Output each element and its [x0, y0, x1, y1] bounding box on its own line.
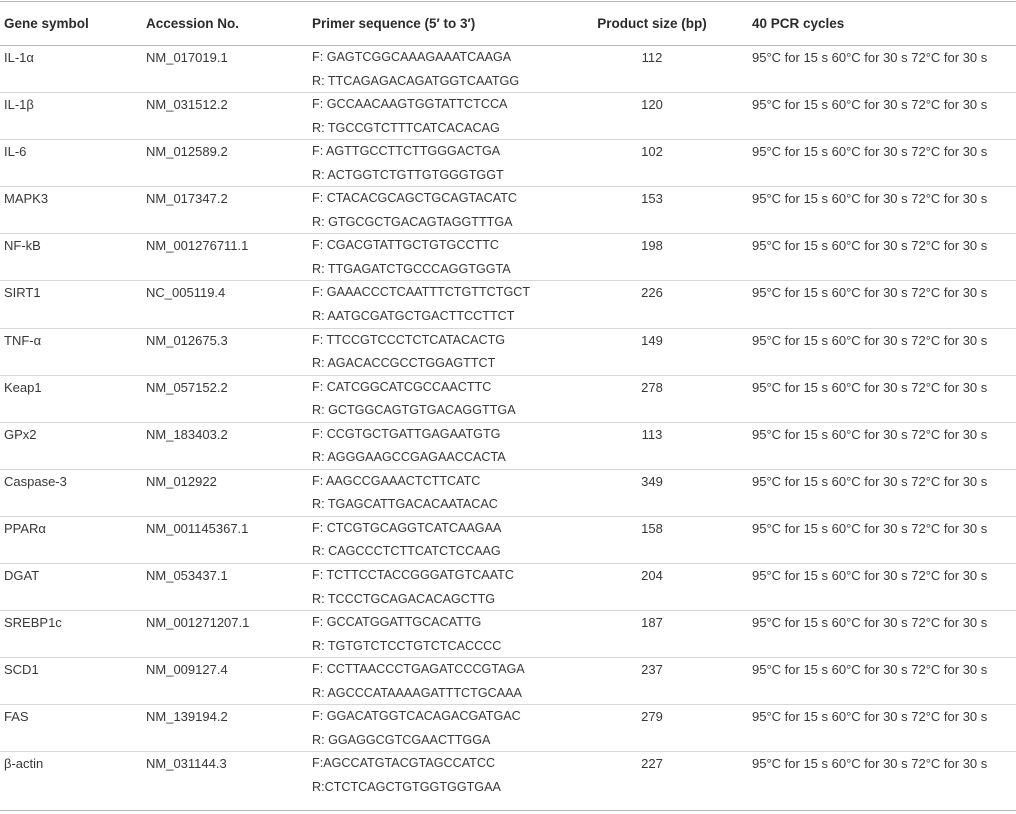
- gene-symbol-cell: SIRT1: [4, 285, 41, 301]
- reverse-primer: R: TGAGCATTGACACAATACAC: [312, 497, 498, 512]
- forward-primer: F: TTCCGTCCCTCTCATACACTG: [312, 332, 506, 347]
- accession-cell: NM_017019.1: [146, 50, 228, 65]
- primer-cell: [312, 376, 516, 423]
- table-row: [0, 140, 1016, 187]
- table-row: [0, 93, 1016, 140]
- primer-cell: [312, 752, 501, 799]
- accession-cell: NM_139194.2: [146, 709, 228, 725]
- accession-cell: NM_012922: [146, 473, 217, 489]
- primer-cell: [312, 329, 505, 376]
- primer-cell: [312, 658, 525, 705]
- accession-cell: NM_031512.2: [146, 97, 228, 113]
- gene-symbol-cell: SCD1: [4, 662, 39, 678]
- pcr-cycles-cell: 95°C for 15 s 60°C for 30 s 72°C for 30 s: [752, 379, 988, 395]
- pcr-cycles-cell: 95°C for 15 s 60°C for 30 s 72°C for 30 s: [752, 756, 988, 772]
- forward-primer: F: CTCGTGCAGGTCATCAAGAA: [312, 520, 502, 535]
- product-size-cell: 158: [641, 520, 663, 536]
- forward-primer: F: GCCATGGATTGCACATTG: [312, 615, 482, 630]
- header-product-size: Product size (bp): [597, 16, 707, 31]
- reverse-primer: R: TGCCGTCTTTCATCACACAG: [312, 120, 500, 135]
- accession-cell: NM_053437.1: [146, 568, 228, 584]
- header-primer-sequence: Primer sequence (5′ to 3′): [312, 16, 476, 31]
- pcr-cycles-cell: 95°C for 15 s 60°C for 30 s 72°C for 30 s: [752, 426, 988, 442]
- product-size-cell: 204: [641, 568, 663, 584]
- product-size-cell: 187: [641, 615, 663, 631]
- primer-cell: [312, 423, 506, 470]
- primer-cell: [312, 140, 504, 187]
- product-size-cell: 226: [641, 285, 663, 301]
- table-row: [0, 470, 1016, 517]
- gene-symbol-cell: IL-1α: [4, 50, 34, 65]
- pcr-cycles-cell: 95°C for 15 s 60°C for 30 s 72°C for 30 s: [752, 615, 988, 631]
- gene-symbol-cell: NF-kB: [4, 238, 41, 254]
- pcr-cycles-cell: 95°C for 15 s 60°C for 30 s 72°C for 30 s: [752, 191, 988, 207]
- table-row: [0, 187, 1016, 234]
- product-size-cell: 149: [641, 332, 663, 348]
- primer-cell: [312, 46, 519, 93]
- table-row: [0, 564, 1016, 611]
- gene-symbol-cell: MAPK3: [4, 191, 49, 207]
- table-row: [0, 752, 1016, 799]
- gene-symbol-cell: DGAT: [4, 568, 40, 584]
- pcr-cycles-cell: 95°C for 15 s 60°C for 30 s 72°C for 30 s: [752, 238, 988, 254]
- forward-primer: F: AGTTGCCTTCTTGGGACTGA: [312, 144, 501, 159]
- accession-cell: NM_183403.2: [146, 426, 228, 442]
- reverse-primer: R: CAGCCCTCTTCATCTCCAAG: [312, 544, 501, 559]
- header-pcr-cycles: 40 PCR cycles: [752, 16, 845, 31]
- forward-primer: F: GAGTCGGCAAAGAAATCAAGA: [312, 50, 512, 64]
- accession-cell: NC_005119.4: [146, 285, 226, 301]
- product-size-cell: 237: [641, 662, 663, 678]
- forward-primer: F: CTACACGCAGCTGCAGTACATC: [312, 191, 517, 206]
- product-size-cell: 279: [641, 709, 663, 725]
- pcr-cycles-cell: 95°C for 15 s 60°C for 30 s 72°C for 30 s: [752, 50, 988, 65]
- accession-cell: NM_001271207.1: [146, 615, 250, 631]
- pcr-cycles-cell: 95°C for 15 s 60°C for 30 s 72°C for 30 s: [752, 709, 988, 725]
- table-body: [0, 46, 1016, 800]
- reverse-primer: R: AGGGAAGCCGAGAACCACTA: [312, 450, 506, 465]
- primer-cell: [312, 517, 501, 564]
- product-size-cell: 349: [641, 473, 663, 489]
- reverse-primer: R: TTCAGAGACAGATGGTCAATGG: [312, 73, 520, 88]
- forward-primer: F: CATCGGCATCGCCAACTTC: [312, 379, 492, 394]
- reverse-primer: R: ACTGGTCTGTTGTGGGTGGT: [312, 167, 504, 182]
- forward-primer: F: GAAACCCTCAATTTCTGTTCTGCT: [312, 285, 531, 300]
- gene-symbol-cell: GPx2: [4, 426, 37, 442]
- forward-primer: F:AGCCATGTACGTAGCCATCC: [312, 756, 496, 771]
- table-bottom-rule: [0, 810, 1016, 811]
- forward-primer: F: CCGTGCTGATTGAGAATGTG: [312, 426, 501, 441]
- product-size-cell: 113: [641, 426, 663, 442]
- gene-symbol-cell: Keap1: [4, 379, 42, 395]
- gene-symbol-cell: SREBP1c: [4, 615, 62, 631]
- table-row: [0, 705, 1016, 752]
- primer-cell: [312, 187, 517, 234]
- table-row: [0, 611, 1016, 658]
- pcr-cycles-cell: 95°C for 15 s 60°C for 30 s 72°C for 30 s: [752, 473, 988, 489]
- pcr-cycles-cell: 95°C for 15 s 60°C for 30 s 72°C for 30 s: [752, 97, 988, 113]
- forward-primer: F: GGACATGGTCACAGACGATGAC: [312, 709, 521, 724]
- forward-primer: F: GCCAACAAGTGGTATTCTCCA: [312, 97, 508, 112]
- table-row: [0, 376, 1016, 423]
- pcr-cycles-cell: 95°C for 15 s 60°C for 30 s 72°C for 30 s: [752, 520, 988, 536]
- forward-primer: F: CGACGTATTGCTGTGCCTTC: [312, 238, 500, 253]
- product-size-cell: 198: [641, 238, 663, 254]
- pcr-cycles-cell: 95°C for 15 s 60°C for 30 s 72°C for 30 s: [752, 285, 988, 301]
- primer-cell: [312, 281, 530, 328]
- gene-symbol-cell: PPARα: [4, 520, 46, 536]
- primer-cell: [312, 470, 498, 517]
- table-row: [0, 46, 1016, 93]
- product-size-cell: 120: [641, 97, 663, 113]
- pcr-cycles-cell: 95°C for 15 s 60°C for 30 s 72°C for 30 s: [752, 568, 988, 584]
- reverse-primer: R: GTGCGCTGACAGTAGGTTTGA: [312, 214, 513, 229]
- table-row: [0, 517, 1016, 564]
- product-size-cell: 112: [641, 50, 663, 65]
- primer-cell: [312, 611, 501, 658]
- table-row: [0, 658, 1016, 705]
- primer-cell: [312, 564, 514, 611]
- primer-cell: [312, 93, 507, 140]
- gene-symbol-cell: Caspase-3: [4, 473, 67, 489]
- reverse-primer: R: TGTGTCTCCTGTCTCACCCC: [312, 638, 502, 653]
- table-row: [0, 281, 1016, 328]
- accession-cell: NM_001276711.1: [146, 238, 249, 254]
- forward-primer: F: TCTTCCTACCGGGATGTCAATC: [312, 568, 514, 583]
- pcr-cycles-cell: 95°C for 15 s 60°C for 30 s 72°C for 30 s: [752, 662, 988, 678]
- accession-cell: NM_012675.3: [146, 332, 228, 348]
- reverse-primer: R: AGCCCATAAAAGATTTCTGCAAA: [312, 685, 522, 700]
- reverse-primer: R: AATGCGATGCTGACTTCCTTCT: [312, 308, 515, 323]
- product-size-cell: 153: [641, 191, 663, 207]
- table-row: [0, 234, 1016, 281]
- accession-cell: NM_012589.2: [146, 144, 228, 160]
- forward-primer: F: AAGCCGAAACTCTTCATC: [312, 473, 481, 488]
- gene-symbol-cell: FAS: [4, 709, 29, 725]
- table-row: [0, 423, 1016, 470]
- product-size-cell: 278: [641, 379, 663, 395]
- primer-cell: [312, 234, 511, 281]
- reverse-primer: R:CTCTCAGCTGTGGTGGTGAA: [312, 779, 501, 794]
- product-size-cell: 227: [641, 756, 663, 772]
- reverse-primer: R: TTGAGATCTGCCCAGGTGGTA: [312, 261, 511, 276]
- reverse-primer: R: GCTGGCAGTGTGACAGGTTGA: [312, 403, 516, 418]
- gene-symbol-cell: β-actin: [4, 756, 44, 772]
- pcr-cycles-cell: 95°C for 15 s 60°C for 30 s 72°C for 30 s: [752, 144, 988, 160]
- table-header-row: [0, 0, 1016, 46]
- accession-cell: NM_009127.4: [146, 662, 228, 678]
- product-size-cell: 102: [641, 144, 663, 160]
- reverse-primer: R: TCCCTGCAGACACAGCTTG: [312, 591, 496, 606]
- header-accession-no: Accession No.: [146, 16, 240, 31]
- pcr-cycles-cell: 95°C for 15 s 60°C for 30 s 72°C for 30 s: [752, 332, 988, 348]
- reverse-primer: R: AGACACCGCCTGGAGTTCT: [312, 356, 496, 371]
- header-gene-symbol: Gene symbol: [4, 16, 89, 31]
- primer-cell: [312, 705, 521, 752]
- accession-cell: NM_057152.2: [146, 379, 228, 395]
- gene-symbol-cell: TNF-α: [4, 332, 42, 348]
- accession-cell: NM_031144.3: [146, 756, 227, 772]
- forward-primer: F: CCTTAACCCTGAGATCCCGTAGA: [312, 662, 525, 677]
- table-row: [0, 329, 1016, 376]
- reverse-primer: R: GGAGGCGTCGAACTTGGA: [312, 732, 491, 747]
- gene-symbol-cell: IL-1β: [4, 97, 34, 113]
- accession-cell: NM_001145367.1: [146, 520, 249, 536]
- gene-symbol-cell: IL-6: [4, 144, 27, 160]
- accession-cell: NM_017347.2: [146, 191, 228, 207]
